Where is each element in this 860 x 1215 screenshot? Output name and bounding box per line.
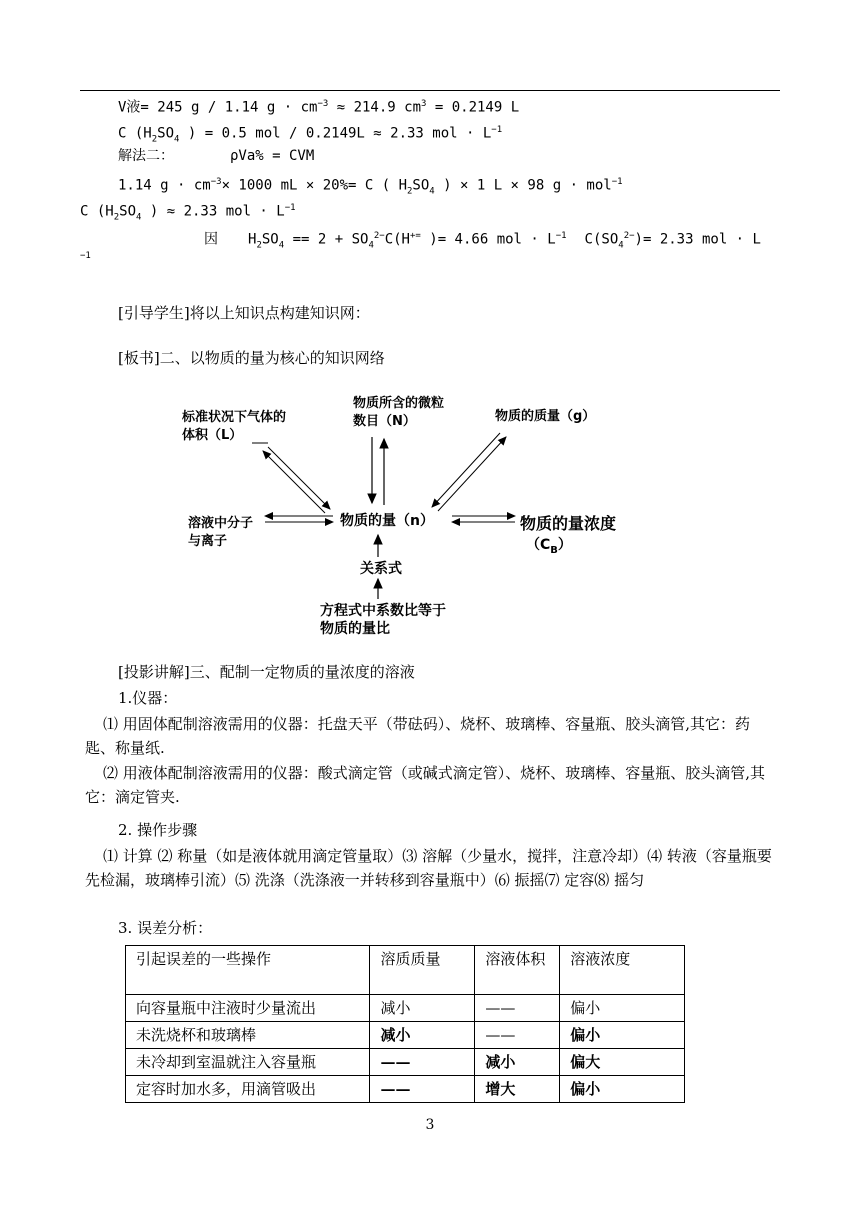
calc-line-2: C ($H_2SO_4$ ) = 0.5 mol / 0.2149L ≈ 2.33 mol · $L^{-1}$ — [118, 125, 503, 145]
table-header-cell: 溶液浓度 — [560, 946, 685, 995]
arrow-gas-to-amount — [268, 447, 330, 509]
calc-line-5: C ($H_2SO_4$ ) ≈ 2.33 mol · $L^{-1}$ — [80, 203, 296, 223]
table-cell: 增大 — [475, 1076, 560, 1103]
node-concentration-line1: 物质的量浓度 — [520, 514, 617, 533]
calc-line-4: 1.14 $g \cdot cm^{-3}\times 1000$ mL × 20%= C ( $H_2SO_4$ ) × 1 L × 98 g · mol$^{-1}$ — [118, 177, 623, 197]
error-analysis-table — [125, 945, 685, 1103]
section3-item3: 3. 误差分析： — [118, 919, 213, 937]
calc-line-7: −1 — [80, 251, 91, 261]
node-particles-line1: 物质所含的微粒 — [353, 396, 445, 411]
node-concentration-line2: $(C_B)$ — [526, 537, 572, 556]
table-cell: 偏大 — [560, 1049, 685, 1076]
node-equation-line2: 物质的量比 — [320, 621, 390, 637]
table-cell: 向容量瓶中注液时少量流出 — [126, 995, 370, 1022]
node-particles-line2: 数目（N） — [353, 414, 416, 429]
table-cell: —— — [475, 995, 560, 1022]
node-equation-line1: 方程式中系数比等于 — [320, 603, 446, 619]
table-cell: 偏小 — [560, 995, 685, 1022]
board-heading: [板书]二、以物质的量为核心的知识网络 — [118, 349, 385, 367]
knowledge-network-diagram — [170, 385, 670, 645]
node-amount-of-substance: 物质的量（n） — [340, 513, 434, 529]
table-cell: —— — [475, 1022, 560, 1049]
arrow-amount-to-gas — [263, 451, 325, 513]
table-row — [126, 1076, 685, 1103]
table-row — [126, 995, 685, 1022]
section3-item1-para2: ⑵ 用液体配制溶液需用的仪器：酸式滴定管（或碱式滴定管）、烧杯、玻璃棒、容量瓶、胶头滴管,其它：滴定管夹. — [85, 764, 766, 806]
section3-heading: [投影讲解]三、配制一定物质的量浓度的溶液 — [118, 663, 415, 681]
calc-line-1: V液= 245 g / 1.14 $g \cdot cm^{-3} \approx 214.9$ $cm^3 = 0.2149$ L — [118, 99, 520, 116]
table-cell: 减小 — [475, 1049, 560, 1076]
table-cell: —— — [370, 1076, 475, 1103]
table-header-row — [126, 946, 685, 995]
node-mass: 物质的质量（g） — [495, 409, 596, 424]
table-cell: 偏小 — [560, 1022, 685, 1049]
guide-students: [引导学生]将以上知识点构建知识网： — [118, 304, 370, 322]
node-gas-volume-line2: 体积（L） — [182, 428, 243, 443]
section3-item2: 2. 操作步骤 — [118, 821, 198, 839]
table-cell: 减小 — [370, 1022, 475, 1049]
table-row — [126, 1049, 685, 1076]
arrow-mass-to-amount — [432, 433, 500, 507]
table-cell: 减小 — [370, 995, 475, 1022]
page-number: 3 — [425, 1117, 435, 1133]
calc-method-two: 解法二： ρVa% = CVM — [118, 148, 315, 164]
table-cell: 未冷却到室温就注入容量瓶 — [126, 1049, 370, 1076]
arrow-amount-to-mass — [438, 437, 506, 511]
node-relation: 关系式 — [360, 561, 402, 577]
node-ions-line2: 与离子 — [188, 534, 228, 549]
table-row — [126, 1022, 685, 1049]
section3-item2-para: ⑴ 计算 ⑵ 称量（如是液体就用滴定管量取）⑶ 溶解（少量水，搅拌，注意冷却）⑷ 转液（容量瓶要先检漏，玻璃棒引流）⑸ 洗涤（洗涤液一并转移到容量瓶中）⑹ 振摇⑺ 定容⑻ 摇匀 — [85, 847, 772, 889]
table-cell: 偏小 — [560, 1076, 685, 1103]
table-cell: —— — [370, 1049, 475, 1076]
section3-item1: 1.仪器： — [118, 689, 178, 707]
node-ions-line1: 溶液中分子 — [188, 516, 254, 531]
table-cell: 未洗烧杯和玻璃棒 — [126, 1022, 370, 1049]
table-header-cell: 溶质质量 — [370, 946, 475, 995]
calc-line-6: 因 $H_2SO_4 == 2 + SO_4^{2-}C(H^{+=}$ )= 4.66 mol · $L^{-1}$ $C(SO_4^{2-})= 2.33$ mol · L — [204, 231, 761, 251]
section3-item1-para1: ⑴ 用固体配制溶液需用的仪器：托盘天平（带砝码）、烧杯、玻璃棒、容量瓶、胶头滴管,其它：药匙、称量纸. — [85, 715, 751, 757]
node-gas-volume-line1: 标准状况下气体的 — [182, 410, 287, 425]
header-rule — [80, 90, 780, 91]
table-header-cell: 引起误差的一些操作 — [126, 946, 370, 995]
table-header-cell: 溶液体积 — [475, 946, 560, 995]
table-cell: 定容时加水多，用滴管吸出 — [126, 1076, 370, 1103]
